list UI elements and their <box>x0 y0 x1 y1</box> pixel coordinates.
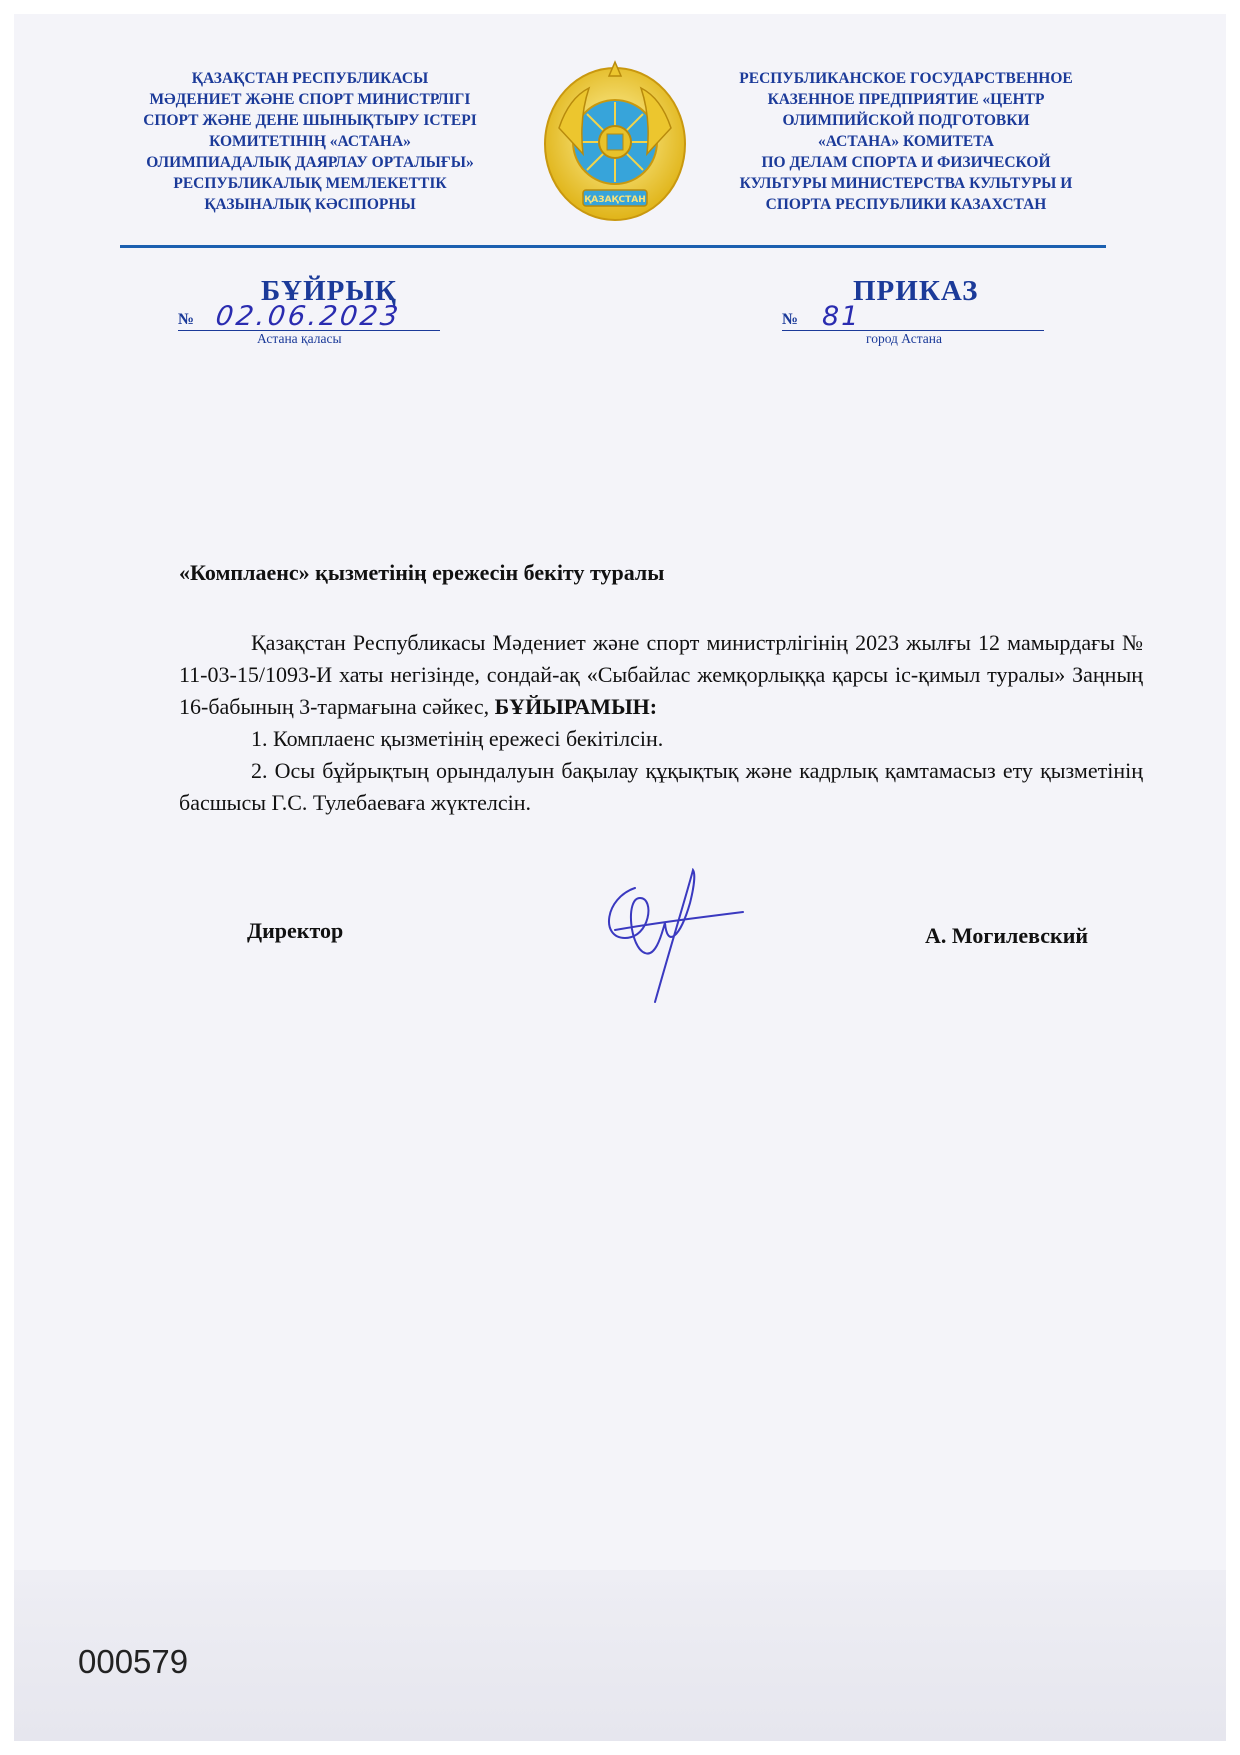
kz-header-line: СПОРТ ЖӘНЕ ДЕНЕ ШЫНЫҚТЫРУ ІСТЕРІ <box>143 112 477 129</box>
body-paragraph <box>179 627 1143 723</box>
kz-header-line: РЕСПУБЛИКАЛЫҚ МЕМЛЕКЕТТІК <box>173 175 447 192</box>
kz-header-line: ҚАЗЫНАЛЫҚ КӘСІПОРНЫ <box>204 196 416 213</box>
kz-header-line: ҚАЗАҚСТАН РЕСПУБЛИКАСЫ <box>191 70 429 87</box>
city-ru: город Астана <box>866 331 942 346</box>
document-body <box>179 627 1143 819</box>
handwritten-date: 02.06.2023 <box>213 301 403 332</box>
kz-header-line: МӘДЕНИЕТ ЖӘНЕ СПОРТ МИНИСТРЛІГІ <box>149 91 471 108</box>
ru-header-line: КАЗЕННОЕ ПРЕДПРИЯТИЕ «ЦЕНТР <box>767 91 1045 108</box>
scan-shadow-band <box>14 1570 1226 1741</box>
ru-header-line: РЕСПУБЛИКАНСКОЕ ГОСУДАРСТВЕННОЕ <box>739 70 1073 87</box>
order-title-kz: БҰЙРЫҚ <box>261 275 397 307</box>
director-label: Директор <box>247 918 344 943</box>
ru-header-line: СПОРТА РЕСПУБЛИКИ КАЗАХСТАН <box>765 196 1047 213</box>
kazakh-header-block <box>100 68 520 215</box>
emblem-label: ҚАЗАҚСТАН <box>584 195 646 205</box>
order-title-ru: ПРИКАЗ <box>853 275 979 307</box>
ru-header-line: ПО ДЕЛАМ СПОРТА И ФИЗИЧЕСКОЙ <box>761 154 1051 171</box>
ru-header-line: «АСТАНА» КОМИТЕТА <box>817 133 995 150</box>
order-number-line <box>782 301 1044 332</box>
order-word: БҰЙЫРАМЫН: <box>494 694 658 719</box>
state-emblem-icon <box>539 58 691 226</box>
order-item-1: 1. Комплаенс қызметінің ережесі бекітілсін. <box>251 726 664 751</box>
signer-name: А. Могилевский <box>925 923 1089 948</box>
ru-header-line: КУЛЬТУРЫ МИНИСТЕРСТВА КУЛЬТУРЫ И <box>739 175 1073 192</box>
city-kz: Астана қаласы <box>257 331 342 346</box>
handwritten-order-number: 81 <box>822 301 861 332</box>
ru-header-line: ОЛИМПИЙСКОЙ ПОДГОТОВКИ <box>782 112 1030 129</box>
document-title: «Комплаенс» қызметінің ережесін бекіту туралы <box>179 560 665 585</box>
basis-text: Қазақстан Республикасы Мәдениет және спорт министрлігінің 2023 жылғы 12 мамырдағы № 11-03-15/1093-И хаты негізінде, сондай-ақ «Сыбайлас жемқорлыққа қарсы іс-қимыл туралы» Заңның 16-бабының 3-тармағына сәйкес, <box>179 630 1143 719</box>
order-item-2: 2. Осы бұйрықтың орындалуын бақылау құқықтық және кадрлық қамтамасыз ету қызметінің басшысы Г.С. Тулебаеваға жүктелсін. <box>179 758 1143 815</box>
russian-header-block <box>696 68 1116 215</box>
number-sign: № <box>178 311 195 328</box>
order-date-line <box>178 301 440 332</box>
registration-number: 000579 <box>78 1643 189 1680</box>
number-sign: № <box>782 311 799 328</box>
kz-header-line: ОЛИМПИАДАЛЫҚ ДАЯРЛАУ ОРТАЛЫҒЫ» <box>146 154 474 171</box>
kz-header-line: КОМИТЕТІНІҢ «АСТАНА» <box>209 133 411 150</box>
signature-icon <box>595 868 745 1004</box>
header-divider <box>120 245 1106 248</box>
